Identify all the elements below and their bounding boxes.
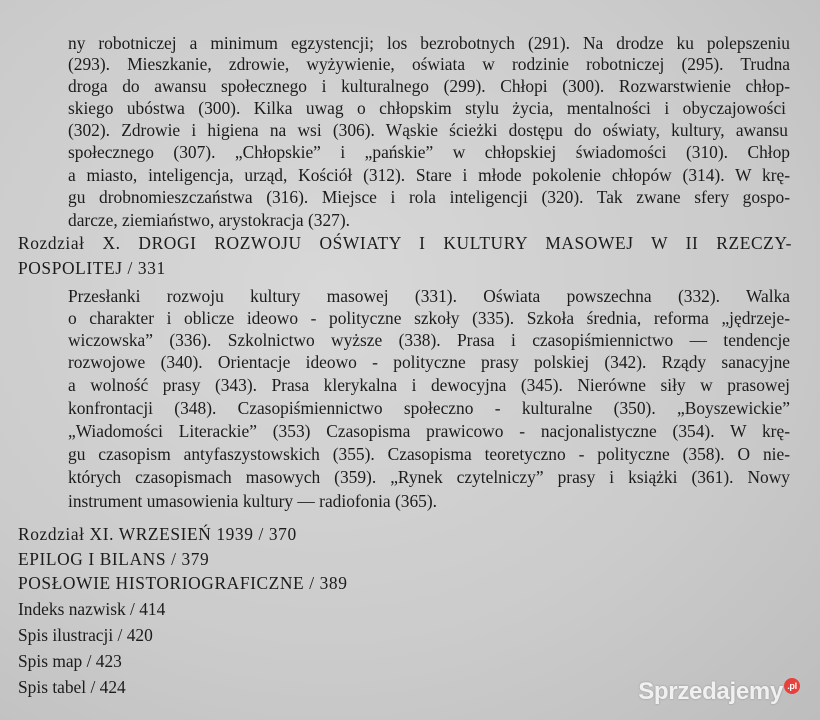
watermark-logo: Sprzedajemy .pl <box>638 678 800 706</box>
toc-line: (302). Zdrowie i higiena na wsi (306). Wąskie ścieżki dostępu do oświaty, kultury, awansu <box>68 120 788 140</box>
toc-line: społecznego (307). „Chłopskie” i „pańskie” w chłopskiej świadomości (310). Chłop <box>68 142 790 162</box>
toc-line: ny robotniczej a minimum egzystencji; los bezrobotnych (291). Na drodze ku polepszeniu <box>68 33 790 53</box>
index-entry: Indeks nazwisk / 414 <box>18 599 166 619</box>
toc-line: wiczowska” (336). Szkolnictwo wyższe (338). Prasa i czasopiśmiennictwo — tendencje <box>68 330 790 350</box>
toc-line: których czasopismach masowych (359). „Rynek czytelniczy” prasy i książki (361). Nowy <box>68 467 790 487</box>
section-heading: EPILOG I BILANS / 379 <box>18 549 210 569</box>
toc-line: (293). Mieszkanie, zdrowie, wyżywienie, oświata w rodzinie robotniczej (295). Trudna <box>68 54 790 74</box>
index-entry: Spis ilustracji / 420 <box>18 625 153 645</box>
toc-line: droga do awansu społecznego i kulturalnego (299). Chłopi (300). Rozwarstwienie chłop- <box>68 76 790 96</box>
toc-line: „Wiadomości Literackie” (353) Czasopisma prawicowo - nacjonalistyczne (354). W krę- <box>68 421 790 441</box>
toc-line: skiego ubóstwa (300). Kilka uwag o chłopskim stylu życia, mentalności i obyczajowości <box>68 98 786 118</box>
toc-line: instrument umasowienia kultury — radiofonia (365). <box>68 491 437 511</box>
chapter-heading: POSPOLITEJ / 331 <box>18 258 166 278</box>
toc-line: rozwojowe (340). Orientacje ideowo - polityczne prasy polskiej (342). Rządy sanacyjne <box>68 352 790 372</box>
toc-line: gu drobnomieszczaństwa (316). Miejsce i rola inteligencji (320). Tak zwane sfery gospo- <box>68 187 790 207</box>
toc-line: gu czasopism antyfaszystowskich (355). Czasopisma teoretyczno - polityczne (358). O nie- <box>68 444 790 464</box>
section-heading: POSŁOWIE HISTORIOGRAFICZNE / 389 <box>18 573 348 593</box>
chapter-heading: Rozdział X. DROGI ROZWOJU OŚWIATY I KULTURY MASOWEJ W II RZECZY- <box>18 233 792 253</box>
index-entry: Spis tabel / 424 <box>18 677 126 697</box>
toc-line: a wolność prasy (343). Prasa klerykalna i dewocyjna (345). Nierówne siły w prasowej <box>68 375 790 395</box>
toc-line: konfrontacji (348). Czasopiśmiennictwo społeczno - kulturalne (350). „Boyszewickie” <box>68 398 790 418</box>
toc-line: darcze, ziemiaństwo, arystokracja (327). <box>68 210 350 230</box>
toc-line: o charakter i oblicze ideowo - polityczne szkoły (335). Szkoła średnia, reforma „jędrzeje- <box>68 308 790 328</box>
toc-line: Przesłanki rozwoju kultury masowej (331). Oświata powszechna (332). Walka <box>68 286 790 306</box>
chapter-heading: Rozdział XI. WRZESIEŃ 1939 / 370 <box>18 524 297 544</box>
toc-line: a miasto, inteligencja, urząd, Kościół (312). Stare i młode pokolenie chłopów (314). W krę- <box>68 165 790 185</box>
index-entry: Spis map / 423 <box>18 651 122 671</box>
